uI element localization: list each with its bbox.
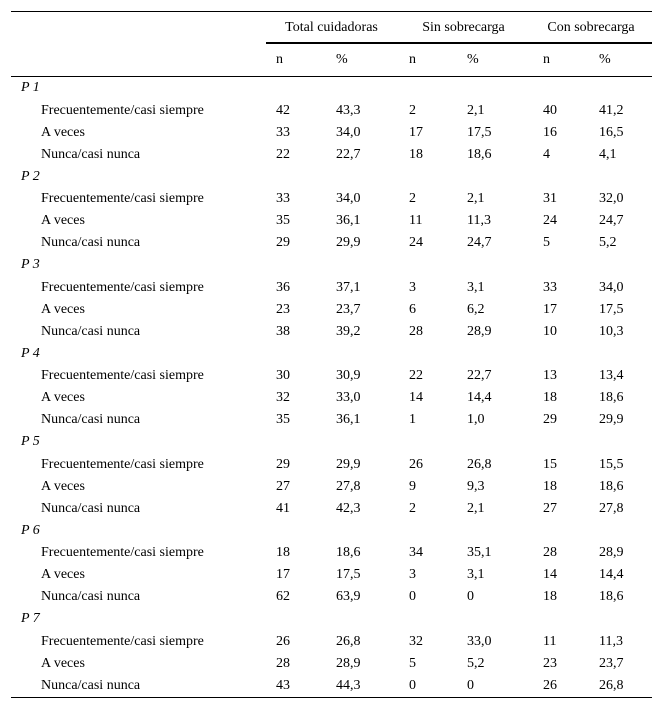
table-cell: 41 — [276, 500, 290, 516]
row-label: Frecuentemente/casi siempre — [41, 545, 204, 560]
table-cell: 28 — [409, 323, 423, 339]
table-cell: 22 — [409, 368, 423, 383]
table-cell: 15,5 — [599, 456, 624, 472]
row-label: Nunca/casi nunca — [41, 323, 141, 339]
table-row — [11, 387, 652, 409]
section-label: P 3 — [21, 257, 40, 273]
table-cell: 27 — [276, 478, 290, 494]
table-cell: 23 — [276, 301, 290, 317]
table-cell: 9,3 — [467, 478, 485, 494]
table-cell: 39,2 — [336, 323, 361, 339]
table-cell: 16 — [543, 124, 557, 140]
table-cell: 42,3 — [336, 500, 361, 516]
table-cell: 34,0 — [599, 279, 624, 295]
table-cell: 30 — [276, 368, 290, 383]
table-cell: 31 — [543, 191, 557, 206]
table-cell: 24,7 — [599, 213, 624, 228]
table-cell: 26 — [530, 675, 588, 698]
row-label: Frecuentemente/casi siempre — [41, 102, 204, 118]
header-sub-pct: % — [455, 44, 530, 77]
table-cell: 18 — [543, 589, 557, 604]
table-cell: 17 — [543, 301, 557, 317]
section-row — [11, 166, 652, 189]
row-label: Nunca/casi nunca — [41, 235, 141, 250]
table-cell: 29,9 — [336, 235, 361, 250]
table-row — [11, 564, 652, 586]
table-cell: 11,3 — [599, 633, 623, 649]
table-cell: 32,0 — [599, 191, 624, 206]
table-cell: 43,3 — [336, 102, 361, 118]
table-cell: 4 — [543, 146, 550, 162]
row-label: Nunca/casi nunca — [41, 500, 141, 516]
table-cell: 35,1 — [467, 545, 492, 560]
table-cell: 33 — [276, 191, 290, 206]
table-cell: 0 — [467, 589, 474, 604]
table-cell: 28 — [543, 545, 557, 560]
table-cell: 14,4 — [467, 390, 492, 405]
table-cell: 29,9 — [336, 456, 361, 472]
header-group-sin: Sin sobrecarga — [397, 12, 530, 45]
section-label: P 5 — [21, 434, 40, 450]
table-cell: 9 — [409, 478, 416, 494]
table-row — [11, 299, 652, 321]
table-cell: 29 — [543, 412, 557, 427]
table-cell: 16,5 — [599, 124, 624, 140]
section-label: P 6 — [21, 522, 40, 538]
row-label: Nunca/casi nunca — [41, 412, 141, 427]
table-cell: 41,2 — [599, 102, 624, 118]
table-cell: 29,9 — [599, 412, 624, 427]
table-cell: 35 — [276, 412, 290, 427]
table-cell: 23 — [543, 655, 557, 671]
row-label: Frecuentemente/casi siempre — [41, 368, 204, 383]
table-cell: 0 — [455, 675, 530, 698]
table-cell: 32 — [276, 390, 290, 405]
table-row — [11, 122, 652, 144]
table-cell: 33 — [543, 279, 557, 295]
table-cell: 36,1 — [336, 412, 361, 427]
table-cell: 42 — [276, 102, 290, 118]
row-label: Nunca/casi nunca — [41, 589, 141, 604]
table-row — [11, 409, 652, 431]
header-group-con: Con sobrecarga — [530, 12, 652, 45]
table-cell: 3 — [409, 567, 416, 582]
section-row — [11, 431, 652, 454]
table-cell: 2,1 — [467, 102, 485, 118]
table-row — [11, 277, 652, 299]
header-sub-pct: % — [588, 44, 652, 77]
table-row — [11, 631, 652, 653]
table-cell: 36 — [276, 279, 290, 295]
row-label: A veces — [41, 567, 85, 582]
table-cell: 18,6 — [467, 146, 492, 162]
table-cell: 37,1 — [336, 279, 361, 295]
table-cell: 24 — [409, 235, 423, 250]
table-cell: 34,0 — [336, 191, 361, 206]
header-subcorner — [11, 44, 266, 77]
table-cell: 5,2 — [599, 235, 617, 250]
table-cell: 6 — [409, 301, 416, 317]
table-body — [11, 77, 652, 698]
table-cell: 22 — [276, 146, 290, 162]
section-label: P 7 — [21, 611, 40, 627]
table-cell: 33,0 — [467, 633, 492, 649]
section-row — [11, 77, 652, 100]
row-label: Nunca/casi nunca — [11, 675, 266, 698]
header-sub-n: n — [266, 44, 324, 77]
table-cell: 5,2 — [467, 655, 485, 671]
table-cell: 2 — [409, 500, 416, 516]
row-label: Frecuentemente/casi siempre — [41, 456, 204, 472]
table-row — [11, 232, 652, 254]
table-row — [11, 653, 652, 675]
table-cell: 14 — [543, 567, 557, 582]
header-group-total: Total cuidadoras — [266, 12, 397, 45]
table-row — [11, 675, 652, 698]
table-cell: 38 — [276, 323, 290, 339]
header-sub-n: n — [530, 44, 588, 77]
section-row — [11, 343, 652, 366]
table-cell: 0 — [397, 675, 455, 698]
table-cell: 17 — [276, 567, 290, 582]
table-row — [11, 586, 652, 608]
table-cell: 27 — [543, 500, 557, 516]
row-label: A veces — [41, 478, 85, 494]
table-cell: 15 — [543, 456, 557, 472]
table-cell: 5 — [543, 235, 550, 250]
table-row — [11, 100, 652, 122]
data-table — [11, 11, 652, 698]
table-cell: 23,7 — [336, 301, 361, 317]
table-cell: 2 — [409, 191, 416, 206]
table-cell: 2,1 — [467, 500, 485, 516]
section-label: P 1 — [21, 80, 40, 96]
table-cell: 26 — [409, 456, 423, 472]
table-cell: 18,6 — [336, 545, 361, 560]
table-cell: 26 — [276, 633, 290, 649]
row-label: A veces — [41, 655, 85, 671]
table-cell: 18,6 — [599, 478, 624, 494]
row-label: Frecuentemente/casi siempre — [41, 279, 204, 295]
table-cell: 28 — [276, 655, 290, 671]
table-cell: 44,3 — [324, 675, 397, 698]
table-cell: 18,6 — [599, 589, 624, 604]
table-row — [11, 321, 652, 343]
table-cell: 32 — [409, 633, 423, 649]
table-cell: 17,5 — [336, 567, 361, 582]
table-cell: 11,3 — [467, 213, 491, 228]
table-cell: 40 — [543, 102, 557, 118]
section-label: P 4 — [21, 345, 40, 361]
table-cell: 28,9 — [336, 655, 361, 671]
section-row — [11, 608, 652, 631]
section-row — [11, 520, 652, 543]
table-cell: 24,7 — [467, 235, 492, 250]
table-cell: 63,9 — [336, 589, 361, 604]
table-cell: 3,1 — [467, 567, 485, 582]
table-cell: 18 — [409, 146, 423, 162]
table-cell: 43 — [266, 675, 324, 698]
table-cell: 0 — [409, 589, 416, 604]
table-cell: 3,1 — [467, 279, 485, 295]
table-row — [11, 542, 652, 564]
row-label: A veces — [41, 213, 85, 228]
table-cell: 27,8 — [336, 478, 361, 494]
table-row — [11, 365, 652, 387]
table-cell: 18 — [543, 390, 557, 405]
table-cell: 36,1 — [336, 213, 361, 228]
row-label: A veces — [41, 390, 85, 405]
table-cell: 5 — [409, 655, 416, 671]
table-cell: 28,9 — [599, 545, 624, 560]
row-label: Frecuentemente/casi siempre — [41, 191, 204, 206]
table-cell: 22,7 — [467, 368, 492, 383]
table-cell: 34 — [409, 545, 423, 560]
table-cell: 26,8 — [467, 456, 492, 472]
row-label: A veces — [41, 124, 85, 140]
table-row — [11, 498, 652, 520]
section-row — [11, 254, 652, 277]
table-cell: 27,8 — [599, 500, 624, 516]
table-cell: 17 — [409, 124, 423, 140]
table-cell: 18 — [543, 478, 557, 494]
table-cell: 17,5 — [467, 124, 492, 140]
table-cell: 24 — [543, 213, 557, 228]
header-sub-pct: % — [324, 44, 397, 77]
table-cell: 34,0 — [336, 124, 361, 140]
table-cell: 28,9 — [467, 323, 492, 339]
row-label: Frecuentemente/casi siempre — [41, 633, 204, 649]
table-cell: 1,0 — [467, 412, 485, 427]
table-cell: 14,4 — [599, 567, 624, 582]
table-cell: 10 — [543, 323, 557, 339]
table-cell: 2 — [409, 102, 416, 118]
table-cell: 4,1 — [599, 146, 617, 162]
table-row — [11, 144, 652, 166]
section-label: P 2 — [21, 168, 40, 184]
table-row — [11, 188, 652, 210]
row-label: Nunca/casi nunca — [41, 146, 141, 162]
table-cell: 35 — [276, 213, 290, 228]
row-label: A veces — [41, 301, 85, 317]
table-cell: 29 — [276, 235, 290, 250]
table-cell: 1 — [409, 412, 416, 427]
table-cell: 26,8 — [336, 633, 361, 649]
table-cell: 11 — [543, 633, 557, 649]
table-cell: 17,5 — [599, 301, 624, 317]
table-cell: 11 — [409, 213, 423, 228]
table-row — [11, 454, 652, 476]
table-cell: 13,4 — [599, 368, 624, 383]
table-cell: 18,6 — [599, 390, 624, 405]
table-cell: 14 — [409, 390, 423, 405]
table-cell: 62 — [276, 589, 290, 604]
table-cell: 33 — [276, 124, 290, 140]
table-cell: 29 — [276, 456, 290, 472]
table-cell: 33,0 — [336, 390, 361, 405]
table-cell: 18 — [276, 545, 290, 560]
data-table-container — [11, 11, 652, 698]
table-cell: 3 — [409, 279, 416, 295]
header-sub-n: n — [397, 44, 455, 77]
table-cell: 30,9 — [336, 368, 361, 383]
header-corner — [11, 12, 266, 45]
table-row — [11, 210, 652, 232]
table-row — [11, 476, 652, 498]
table-cell: 10,3 — [599, 323, 624, 339]
table-cell: 13 — [543, 368, 557, 383]
table-cell: 2,1 — [467, 191, 485, 206]
table-cell: 23,7 — [599, 655, 624, 671]
table-header — [11, 12, 652, 77]
table-cell: 22,7 — [336, 146, 361, 162]
table-cell: 26,8 — [588, 675, 652, 698]
table-cell: 6,2 — [467, 301, 485, 317]
